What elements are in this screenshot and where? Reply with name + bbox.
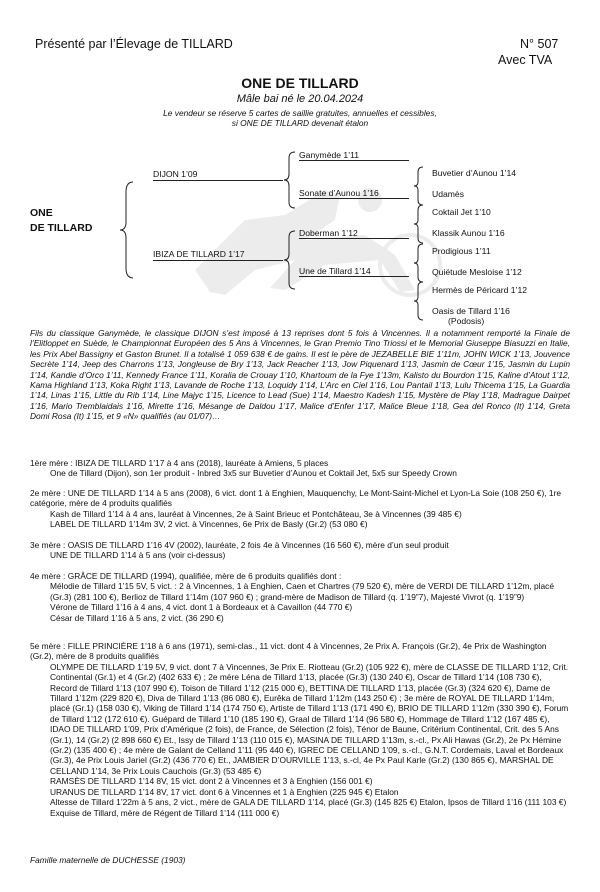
sd-line	[299, 198, 409, 199]
vat-label: Avec TVA	[498, 53, 553, 67]
dam-5-produce-4: Altesse de Tillard 1’22m à 5 ans, 2 vict., mère de GALA DE TILLARD 1’14, placé (Gr.3) (145 825 €) Etalon, Ipsos de Tillard 1’16 (111 103 €)	[50, 797, 567, 808]
dam-5-produce-3: URANUS DE TILLARD 1’14 8V, 17 vict. dont 6 à Vincennes et 1 à Enghien (225 945 €) Etalon	[50, 786, 399, 797]
dam-5-produce-2: RAMSÈS DE TILLARD 1’14 8V, 15 vict. dont 2 à Vincennes et 3 à Enghien (156 001 €)	[50, 776, 373, 787]
dam-2-produce-2: LABEL DE TILLARD 1’14m 3V, 2 vict. à Vincennes, 6e Prix de Basly (Gr.2) (53 080 €)	[50, 519, 368, 530]
ssd: Udamès	[432, 189, 464, 199]
sire-dam: Sonate d’Aunou 1’16	[299, 188, 379, 198]
brace-icon	[283, 229, 297, 291]
sire-sire: Ganymède 1’11	[299, 150, 360, 160]
dam-5-produce-5: Exquise de Tillard, mère de Régent de Tillard 1’14 (111 000 €)	[50, 807, 280, 818]
dam-dam: Une de Tillard 1’14	[299, 266, 371, 276]
name-line-1: ONE	[30, 207, 53, 219]
ss-line	[299, 160, 409, 161]
pedigree-horse-name	[30, 206, 92, 236]
ddd: Oasis de Tillard 1’16	[432, 306, 510, 316]
ds-line	[299, 238, 409, 239]
brace-icon	[413, 243, 425, 283]
dam-4-title: 4e mère : GRÂCE DE TILLARD (1994), qualifiée, mère de 6 produits qualifiés dont :	[30, 571, 342, 581]
dam-line	[153, 260, 283, 261]
dam-5-section	[30, 641, 570, 818]
dam-3-title: 3e mère : OASIS DE TILLARD 1’16 4V (2002), lauréate, 2 fois 4e à Vincennes (16 560 €), mère d’un seul produit	[30, 540, 449, 550]
dam-2-title: 2e mère : UNE DE TILLARD 1’14 à 5 ans (2008), 6 vict. dont 1 à Enghien, Mauquenchy, Le Mont-Saint-Michel et Lyon-La Soie (108 250 €), 1re catégorie, mère de 4 produits qualifiés	[30, 488, 562, 509]
sss: Buvetier d’Aunou 1’14	[432, 168, 517, 178]
dam-1-produce: One de Tillard (Dijon), son 1er produit - Inbred 3x5 sur Buvetier d’Aunou et Coktail Jet, 5x5 sur Speedy Crown	[50, 468, 457, 479]
dam-4-produce-3: César de Tillard 1’16 à 5 ans, 2 vict. (36 290 €)	[50, 612, 224, 623]
sire-line	[153, 180, 283, 181]
dam-1-title: 1ère mère : IBIZA DE TILLARD 1’17 à 4 ans (2018), lauréate à Amiens, 5 places	[30, 458, 329, 468]
dam-4-produce-2: Vérone de Tillard 1’16 à 4 ans, 4 vict. dont 1 à Bordeaux et à Cavaillon (44 770 €)	[50, 602, 353, 613]
ddd-sire: (Podosis)	[448, 316, 485, 326]
maternal-family: Famille maternelle de DUCHESSE (1903)	[30, 855, 186, 865]
dam-1-section	[30, 458, 570, 479]
seller-note-1: Le vendeur se réserve 5 cartes de saillie gratuites, annuelles et cessibles,	[163, 108, 437, 118]
brace-icon	[413, 204, 425, 244]
sds: Coktail Jet 1’10	[432, 207, 491, 217]
dam-3-produce: UNE DE TILLARD 1’14 à 5 ans (voir ci-dessus)	[50, 550, 226, 561]
dam-5-produce-1: OLYMPE DE TILLARD 1’19 5V, 9 vict. dont 7 à Vincennes, 3e Prix E. Riotteau (Gr.2) (105 922 €), mère de CLASSE DE TILLARD 1’12, Crit. Continental (Gr.1) et 4 (Gr.2) (402 633 €) ; 2e mère Léna de Tillard 1’13, placée (Gr.3) (130 240 €), Oscar de Tillard 1’14 (108 730 €), Record de Tillard 1’13 (107 990 €), Toison de Tillard 1’12 (215 000 €), BETTINA DE TILLARD 1’13, placée (Gr.3) (324 620 €), Dame de Tillard 1’12m (229 820 €), Diva de Tillard 1’13 (86 080 €), Eurêka de Tillard 1’12m (143 250 €) ; 3e mère de ROYAL DE TILLARD 1’14m, placé (Gr.1) (158 030 €), Viking de Tillard 1’14 (174 750 €), Artiste de Tillard 1’13 (171 490 €), BRIO DE TILLARD 1’12m (330 390 €), Forum de Tillard 1’12 (172 610 €). Guépard de Tillard 1’10 (185 190 €), Graal de Tillard 1’14 (96 580 €), Hommage de Tillard 1’12 (167 485 €), IDAO DE TILLARD 1’09, Prix d’Amérique (2 fois), de France, de Sélection (2 fois), Ténor de Baune, Critérium Continental, Crit. des 5 Ans (Gr.1), 14 (Gr.2) (2 898 660 €) Et., Issy de Tillard 1’13 (110 015 €), MASINA DE TILLARD 1’13m, s.-cl., Px Ali Hawas (Gr.2), 2e Px Hémine (Gr.2) (135 400 €) ; 4e mère de Galant de Celland 1’11 (95 440 €), IGREC DE CELLAND 1’09, s.-cl., G.N.T. Cordemais, Laval et Bordeaux (Gr.3), 4e Prix Louis Jariel (Gr.2) (436 770 €) Et., JAMBIER D’OURVILLE 1’13, s.-cl, 4e Px Paul Karle (Gr.2) (130 865 €), MARSHAL DE CELLAND 1’14, 3e Prix Louis Cauchois (Gr.3) (53 485 €)	[50, 661, 569, 776]
brace-icon	[283, 150, 297, 210]
brace-icon	[118, 180, 138, 280]
dds: Hermès de Péricard 1’12	[432, 285, 528, 295]
dam-sire: Doberman 1’12	[299, 228, 358, 238]
dsd: Quiétude Mesloise 1’12	[432, 267, 522, 277]
dam-2-section	[30, 488, 570, 530]
brace-icon	[413, 166, 425, 206]
sire-intro: Fils du classique Ganymède, le classique DIJON s’est imposé à 13 reprises dont 5 fois à Vincennes. Il a notamment remporté la Finale de l’Elitloppet en Suède, le Championnat Européen des 5 Ans à Vincennes, le Gran Premio Tino Triossi et le Memorial Giuseppe Biasuzzi en Italie, les Prix Abel Bassigny et Gaston Brunet. Il a totalisé 1 059 638 € de gains. Il est le père de JEZABELLE BIE 1’11m, JOHN WICK 1’13, Jouvence Secrète 1’14, Jeep des Charrons 1’13, Jongleuse de Bry 1’13, Jack Reacher 1’13, Jow Piquenard 1’13, Jasmin de Cœur 1’15, Jasmin du Lupin 1’14, Kandie d’Orco 1’11, Kennedy France 1’11, Koralia de Crouay 1’10, Khartoum de la Fye 1’13m, Kalisto du Bourdon 1’15, Kaline d’Atout 1’12, Kama Highland 1’13, Koka Right 1’13, Lavande de Roche 1’13, Loquidy 1’14, L’Arc en Ciel 1’16, Lou Pantail 1’13, Lulu Thicema 1’15, La Guardia 1’14, Linas 1’15, Little du Rib 1’14, Line Majyc 1’15, Licence to Lead (Sue) 1’14, Maestro Kadesh 1’15, Mystère de Play 1’18, Madrague Dairpet 1’16, Mario Tremblaidais 1’16, Mirette 1’16, Mésange de Daldou 1’17, Malice d’Enfer 1’17, Malice Bleue 1’18, Gea del Ronco (It) 1’14, Greta Domi Rosa (It) 1’15, et 9 «N» qualifiés (au 01/07)…	[30, 328, 570, 422]
dd-line	[299, 276, 409, 277]
dam-5-title: 5e mère : FILLE PRINCIÈRE 1’18 à 6 ans (1971), semi-clas., 11 vict. dont 4 à Vincennes, 2e Prix A. François (Gr.2), 4e Prix de Washington (Gr.2), mère de 8 produits qualifiés	[30, 641, 547, 662]
name-line-2: DE TILLARD	[30, 222, 93, 234]
horse-title: ONE DE TILLARD	[241, 75, 359, 91]
horse-subtitle: Mâle bai né le 20.04.2024	[236, 93, 364, 105]
dam-3-section	[30, 540, 570, 561]
sdd: Klassik Aunou 1’16	[432, 228, 505, 238]
lot-number: N° 507	[520, 37, 559, 51]
sire: DIJON 1’09	[153, 169, 198, 179]
seller-note-2: si ONE DE TILLARD devenait étalon	[231, 118, 369, 128]
dam-4-produce-1: Mélodie de Tillard 1’15 5V, 5 vict. : 2 à Vincennes, 1 à Enghien, Caen et Chartres (79 520 €), mère de VERDI DE TILLARD 1’12m, placé (Gr.3) (281 100 €), Berlioz de Tillard 1’14m (107 960 €) ; grand-mère de Madison de Tillard (q. 1’19”7), Majesté Vivrot (q. 1’19”9)	[50, 581, 555, 602]
dam: IBIZA DE TILLARD 1’17	[153, 249, 245, 259]
dam-4-section	[30, 571, 570, 623]
brace-icon	[413, 281, 425, 321]
dam-2-produce-1: Kash de Tillard 1’14 à 4 ans, lauréat à Vincennes, 2e à Saint Brieuc et Pontchâteau, 3e à Vincennes (39 485 €)	[50, 508, 462, 519]
presenter-text: Présenté par l’Élevage de TILLARD	[35, 37, 233, 51]
dss: Prodigious 1’11	[432, 246, 491, 256]
